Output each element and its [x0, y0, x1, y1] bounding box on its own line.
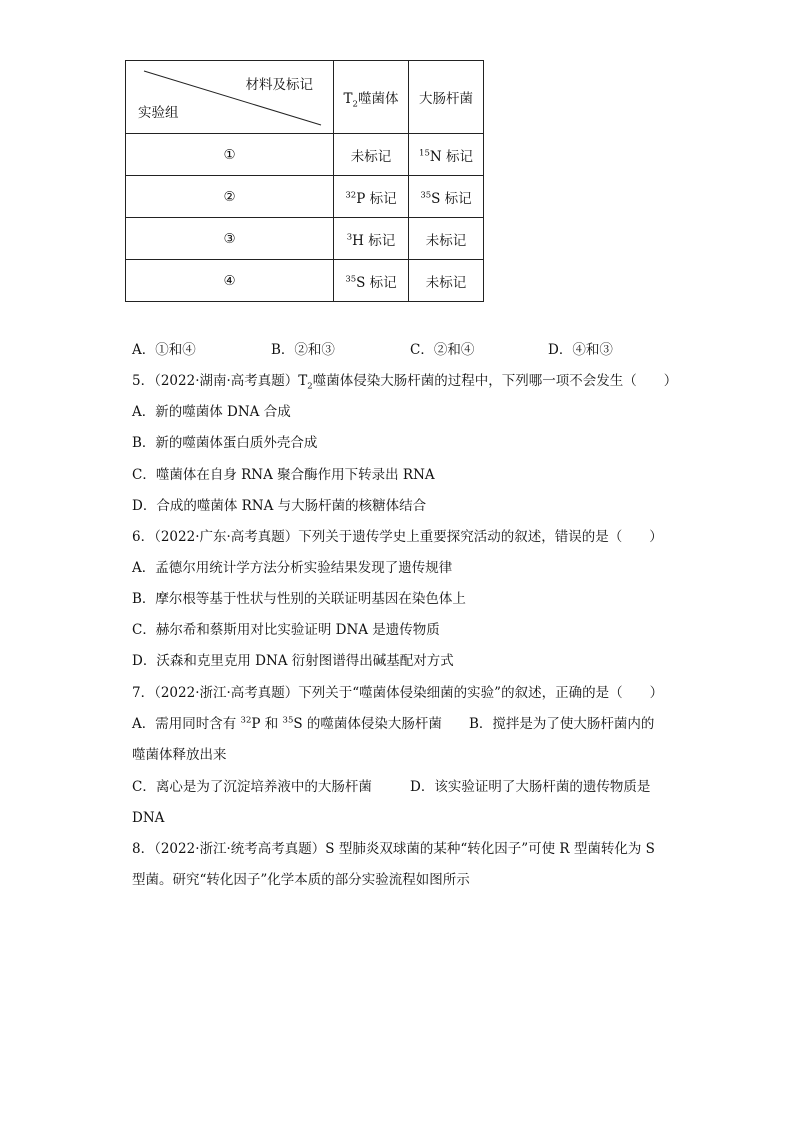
phage-label-cell: 未标记	[334, 134, 409, 176]
q5-stem: 5．（2022·湖南·高考真题）$T_2$噬菌体侵染大肠杆菌的过程中，下列哪一项不会发生（ ）	[132, 373, 678, 392]
q5-option-c: C．噬菌体在自身 RNA 聚合酶作用下转录出 RNA	[132, 467, 435, 483]
q5-option-a: A．新的噬菌体 DNA 合成	[132, 404, 291, 420]
group-cell: ②	[126, 176, 334, 218]
q6-option-c: C．赫尔希和蔡斯用对比实验证明 DNA 是遗传物质	[132, 622, 440, 638]
table-row	[126, 218, 484, 260]
q7-option-c: C．离心是为了沉淀培养液中的大肠杆菌	[132, 779, 372, 795]
ecoli-label-cell: $^{35}$S 标记	[409, 176, 484, 218]
q8-stem-line1: 8．（2022·浙江·统考高考真题）S 型肺炎双球菌的某种“转化因子”可使 R 型菌转化为 S	[132, 841, 655, 857]
ecoli-label-cell: 未标记	[409, 260, 484, 302]
q4-option-b: B．②和③	[271, 342, 335, 358]
header-ecoli-cell: 大肠杆菌	[409, 61, 484, 134]
q5-option-d: D．合成的噬菌体 RNA 与大肠杆菌的核糖体结合	[132, 498, 427, 514]
q6-option-a: A．孟德尔用统计学方法分析实验结果发现了遗传规律	[132, 560, 453, 576]
q6-option-d: D．沃森和克里克用 DNA 衍射图谱得出碱基配对方式	[132, 653, 454, 669]
q4-option-c: C．②和④	[410, 342, 475, 358]
q7-option-d: D．该实验证明了大肠杆菌的遗传物质是	[410, 779, 651, 795]
q7-option-a: A．需用同时含有 $^{32}$P 和 $^{35}$S 的噬菌体侵染大肠杆菌	[132, 715, 442, 732]
header-materials-label: 材料及标记	[245, 77, 313, 93]
ecoli-label-cell: 未标记	[409, 218, 484, 260]
q7-option-b: B．搅拌是为了使大肠杆菌内的	[469, 716, 655, 732]
q7-option-d-cont: DNA	[132, 810, 165, 826]
header-phage-cell: $T_2$噬菌体	[334, 61, 409, 134]
table-row	[126, 134, 484, 176]
q4-option-a: A．①和④	[132, 342, 196, 358]
q5-option-b: B．新的噬菌体蛋白质外壳合成	[132, 435, 318, 451]
phage-label-cell: $^{35}$S 标记	[334, 260, 409, 302]
group-cell: ④	[126, 260, 334, 302]
phage-label-cell: $^3$H 标记	[334, 218, 409, 260]
group-cell: ③	[126, 218, 334, 260]
q8-stem-line2: 型菌。研究“转化因子”化学本质的部分实验流程如图所示	[132, 872, 470, 888]
experiment-table	[125, 60, 484, 302]
phage-label-cell: $^{32}$P 标记	[334, 176, 409, 218]
ecoli-label-cell: $^{15}$N 标记	[409, 134, 484, 176]
q6-stem: 6．（2022·广东·高考真题）下列关于遗传学史上重要探究活动的叙述，错误的是（ ）	[132, 529, 663, 545]
table-row	[126, 260, 484, 302]
q4-option-d: D．④和③	[548, 342, 613, 358]
header-group-label: 实验组	[138, 105, 179, 121]
q6-option-b: B．摩尔根等基于性状与性别的关联证明基因在染色体上	[132, 591, 466, 607]
table-row	[126, 176, 484, 218]
group-cell: ①	[126, 134, 334, 176]
q7-option-b-cont: 噬菌体释放出来	[132, 747, 227, 763]
diagonal-line	[126, 61, 333, 133]
q7-stem: 7．（2022·浙江·高考真题）下列关于“噬菌体侵染细菌的实验”的叙述，正确的是（ ）	[132, 685, 664, 701]
table-header-row	[126, 61, 484, 134]
table-diagonal-header-cell	[126, 61, 334, 134]
